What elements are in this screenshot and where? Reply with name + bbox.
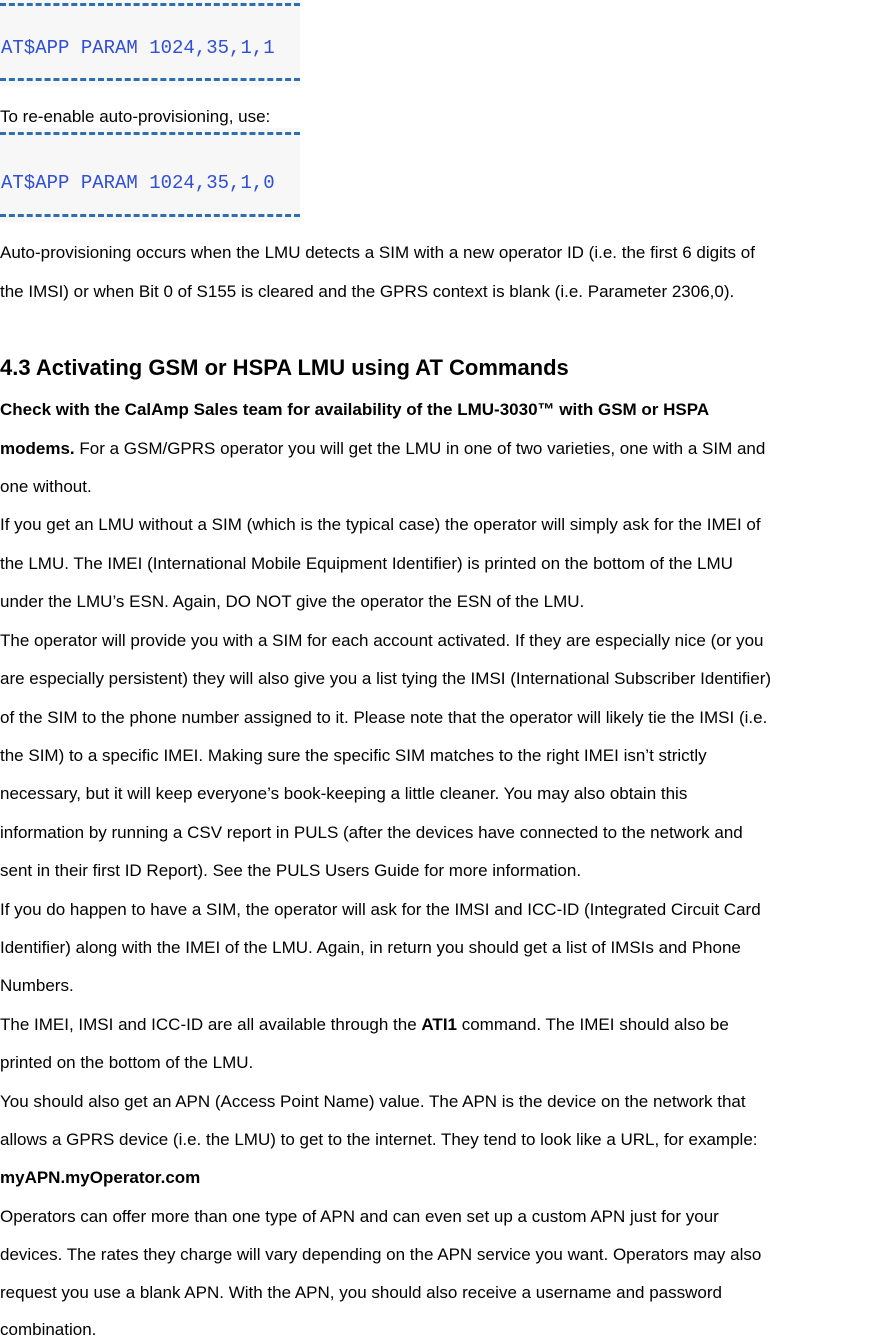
reenable-intro: To re-enable auto-provisioning, use: <box>0 107 271 126</box>
p5-line-1 <box>0 1015 729 1035</box>
p3-line-4: the SIM) to a specific IMEI. Making sure the specific SIM matches to the right IMEI isn’t strictly <box>0 746 707 765</box>
code-line-disable: AT$APP PARAM 1024,35,1,1 <box>1 37 275 59</box>
code-block-top-border <box>0 132 300 135</box>
p1-line-1: Check with the CalAmp Sales team for availability of the LMU-3030™ with GSM or HSPA <box>0 400 710 419</box>
p4-line-2: Identifier) along with the IMEI of the LMU. Again, in return you should get a list of IMSIs and Phone <box>0 938 741 957</box>
p2-line-3: under the LMU’s ESN. Again, DO NOT give the operator the ESN of the LMU. <box>0 592 585 611</box>
p1-line-2-rest: For a GSM/GPRS operator you will get the LMU in one of two varieties, one with a SIM and <box>74 439 766 458</box>
p3-line-2: are especially persistent) they will also give you a list tying the IMSI (International Subscriber Identifier) <box>0 669 772 688</box>
p6-line-2: allows a GPRS device (i.e. the LMU) to get to the internet. They tend to look like a URL, for example: <box>0 1130 758 1149</box>
code-block-bottom-border <box>0 78 300 81</box>
ati1-command: ATI1 <box>421 1015 457 1034</box>
p6-line-1: You should also get an APN (Access Point Name) value. The APN is the device on the network that <box>0 1092 746 1111</box>
p3-line-5: necessary, but it will keep everyone’s book-keeping a little cleaner. You may also obtain this <box>0 784 688 803</box>
p1-line-2 <box>0 439 765 459</box>
code-block-disable <box>0 0 300 86</box>
auto-prov-line-2: the IMSI) or when Bit 0 of S155 is cleared and the GPRS context is blank (i.e. Parameter 2306,0). <box>0 282 735 301</box>
code-block-reenable <box>0 128 300 222</box>
p2-line-2: the LMU. The IMEI (International Mobile Equipment Identifier) is printed on the bottom of the LMU <box>0 554 733 573</box>
p4-line-1: If you do happen to have a SIM, the operator will ask for the IMSI and ICC-ID (Integrated Circuit Card <box>0 900 761 919</box>
p1-bold-modems: modems. <box>0 439 75 458</box>
code-block-bottom-border <box>0 214 300 217</box>
p5-line-2: printed on the bottom of the LMU. <box>0 1053 254 1072</box>
p1-line-3: one without. <box>0 477 92 496</box>
p3-line-1: The operator will provide you with a SIM for each account activated. If they are especially nice (or you <box>0 631 764 650</box>
p3-line-7: sent in their first ID Report). See the PULS Users Guide for more information. <box>0 861 582 880</box>
apn-example: myAPN.myOperator.com <box>0 1168 201 1187</box>
p5-pre: The IMEI, IMSI and ICC-ID are all available through the <box>0 1015 422 1034</box>
p5-post: command. The IMEI should also be <box>457 1015 729 1034</box>
section-heading: 4.3 Activating GSM or HSPA LMU using AT Commands <box>0 355 569 380</box>
code-block-top-border <box>0 3 300 6</box>
p3-line-6: information by running a CSV report in PULS (after the devices have connected to the network and <box>0 823 743 842</box>
p4-line-3: Numbers. <box>0 976 74 995</box>
code-line-reenable: AT$APP PARAM 1024,35,1,0 <box>1 172 275 194</box>
p7-line-3: request you use a blank APN. With the APN, you should also receive a username and password <box>0 1283 722 1302</box>
auto-prov-line-1: Auto-provisioning occurs when the LMU detects a SIM with a new operator ID (i.e. the first 6 digits of <box>0 243 755 262</box>
p2-line-1: If you get an LMU without a SIM (which is the typical case) the operator will simply ask for the IMEI of <box>0 515 761 534</box>
p7-line-4: combination. <box>0 1320 97 1339</box>
p7-line-2: devices. The rates they charge will vary depending on the APN service you want. Operators may also <box>0 1245 762 1264</box>
p7-line-1: Operators can offer more than one type of APN and can even set up a custom APN just for your <box>0 1207 719 1226</box>
p3-line-3: of the SIM to the phone number assigned to it. Please note that the operator will likely tie the IMSI (i.e. <box>0 708 768 727</box>
